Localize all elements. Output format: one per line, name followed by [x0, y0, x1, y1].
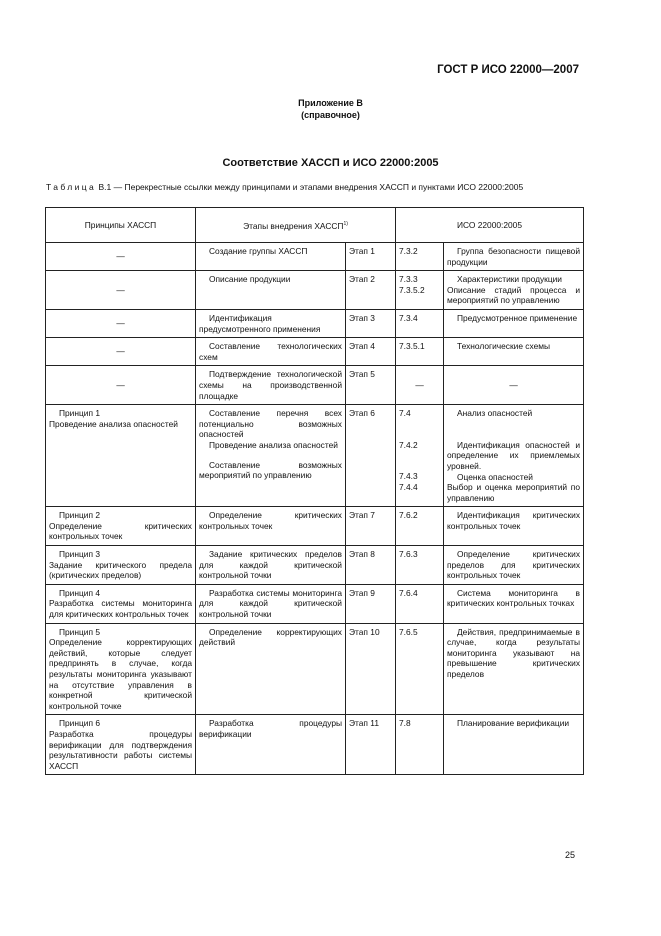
cell-stage: Этап 6 [346, 405, 396, 507]
cell-clause: 7.3.2 [396, 243, 444, 271]
cell-clause: 7.8 [396, 715, 444, 775]
cell-stage-desc: Создание группы ХАССП [196, 243, 346, 271]
cell-principle: Принцип 2 Определение критических контрольных точек [46, 507, 196, 546]
cell-principle: Принцип 5 Определение корректирующих действий, которые следует предпринять в случае, когда результаты мониторинга указывают на отсутствие управления в конкретной критической контрольной точке [46, 623, 196, 715]
cell-stage-desc: Подтверждение технологической схемы на производственной площадке [196, 366, 346, 405]
cell-clause: 7.6.2 [396, 507, 444, 546]
table-row [46, 507, 584, 546]
cell-stage-desc: Разработка системы мониторинга для каждой критической контрольной точки [196, 584, 346, 623]
cell-stage: Этап 9 [346, 584, 396, 623]
document-header: ГОСТ Р ИСО 22000—2007 [437, 64, 579, 76]
crossref-table [45, 207, 584, 775]
table-caption [46, 182, 586, 193]
cell-iso-desc: — [444, 366, 584, 405]
header-stages [196, 208, 396, 243]
cell-principle: — [46, 271, 196, 310]
cell-clause: 7.6.5 [396, 623, 444, 715]
cell-stage: Этап 11 [346, 715, 396, 775]
cell-iso-desc: Технологические схемы [444, 338, 584, 366]
cell-stage: Этап 2 [346, 271, 396, 310]
cell-stage-desc: Разработка процедуры верификации [196, 715, 346, 775]
clause-part: 7.4.3 7.4.4 [399, 471, 418, 492]
stage-desc-part: Проведение анализа опасностей [209, 439, 338, 450]
table-row [46, 405, 584, 507]
cell-stage-desc: Идентификация предусмотренного применения [196, 309, 346, 337]
cell-stage: Этап 8 [346, 546, 396, 585]
header-principles: Принципы ХАССП [46, 208, 196, 243]
cell-iso-desc: Действия, предпринимаемые в случае, когда результаты мониторинга указывают на превышение критических пределов [444, 623, 584, 715]
table-header-row [46, 208, 584, 243]
header-stages-label: Этапы внедрения ХАССП [243, 220, 344, 231]
cell-clause: 7.3.3 7.3.5.2 [396, 271, 444, 310]
cell-iso-desc: Группа безопасности пищевой продукции [444, 243, 584, 271]
stage-desc-part: Составление возможных мероприятий по управлению [199, 459, 342, 481]
cell-iso-desc: Характеристики продукции Описание стадий процесса и мероприятий по управлению [444, 271, 584, 310]
cell-stage-desc [196, 405, 346, 507]
cell-stage: Этап 3 [346, 309, 396, 337]
cell-stage-desc: Описание продукции [196, 271, 346, 310]
cell-clause: 7.3.4 [396, 309, 444, 337]
stage-desc-part: Составление перечня всех потенциально возможных опасностей [199, 408, 342, 440]
cell-stage-desc: Определение критических контрольных точек [196, 507, 346, 546]
iso-desc-part: Оценка опасностей Выбор и оценка мероприятий по управлению [447, 471, 581, 503]
cell-stage-desc: Задание критических пределов для каждой критической контрольной точки [196, 546, 346, 585]
clause-part: 7.4.2 [399, 439, 418, 450]
cell-stage: Этап 5 [346, 366, 396, 405]
cell-principle: Принцип 1 Проведение анализа опасностей [46, 405, 196, 507]
cell-iso-desc: Планирование верификации [444, 715, 584, 775]
iso-desc-part: Анализ опасностей [457, 408, 533, 419]
table-row [46, 584, 584, 623]
cell-clause: 7.6.4 [396, 584, 444, 623]
page-number: 25 [564, 850, 575, 860]
header-iso: ИСО 22000:2005 [396, 208, 584, 243]
cell-clause [396, 405, 444, 507]
appendix-label: Приложение В [298, 98, 363, 108]
section-title: Соответствие ХАССП и ИСО 22000:2005 [222, 157, 439, 169]
cell-stage: Этап 1 [346, 243, 396, 271]
cell-principle: — [46, 338, 196, 366]
cell-principle: — [46, 309, 196, 337]
appendix-note: (справочное) [301, 110, 360, 120]
cell-principle: Принцип 3 Задание критического предела (критических пределов) [46, 546, 196, 585]
cell-stage: Этап 10 [346, 623, 396, 715]
cell-clause: 7.6.3 [396, 546, 444, 585]
cell-iso-desc: Предусмотренное применение [444, 309, 584, 337]
cell-iso-desc: Идентификация критических контрольных точек [444, 507, 584, 546]
table-row [46, 715, 584, 775]
cell-principle: Принцип 6 Разработка процедуры верификации для подтверждения результативности работы системы ХАССП [46, 715, 196, 775]
table-row [46, 546, 584, 585]
cell-stage: Этап 4 [346, 338, 396, 366]
cell-iso-desc: Определение критических пределов для критических контрольных точек [444, 546, 584, 585]
cell-iso-desc: Система мониторинга в критических контрольных точках [444, 584, 584, 623]
table-row [46, 309, 584, 337]
cell-principle: Принцип 4 Разработка системы мониторинга для критических контрольных точек [46, 584, 196, 623]
table-caption-text: В.1 — Перекрестные ссылки между принципами и этапами внедрения ХАССП и пунктами ИСО 22000:2005 [96, 182, 524, 192]
iso-desc-part: Идентификация опасностей и определение их приемлемых уровней. [447, 439, 581, 471]
cell-stage: Этап 7 [346, 507, 396, 546]
header-stages-footnote: 1) [343, 220, 348, 227]
cell-clause: — [396, 366, 444, 405]
cell-principle: — [46, 366, 196, 405]
cell-clause: 7.3.5.1 [396, 338, 444, 366]
table-row [46, 623, 584, 715]
table-row [46, 271, 584, 310]
table-row [46, 338, 584, 366]
table-row [46, 366, 584, 405]
cell-stage-desc: Определение корректирующих действий [196, 623, 346, 715]
cell-principle: — [46, 243, 196, 271]
cell-stage-desc: Составление технологических схем [196, 338, 346, 366]
cell-iso-desc [444, 405, 584, 507]
table-row [46, 243, 584, 271]
clause-part: 7.4 [399, 408, 411, 419]
table-caption-label: Таблица [46, 182, 97, 192]
appendix-heading [0, 97, 661, 121]
